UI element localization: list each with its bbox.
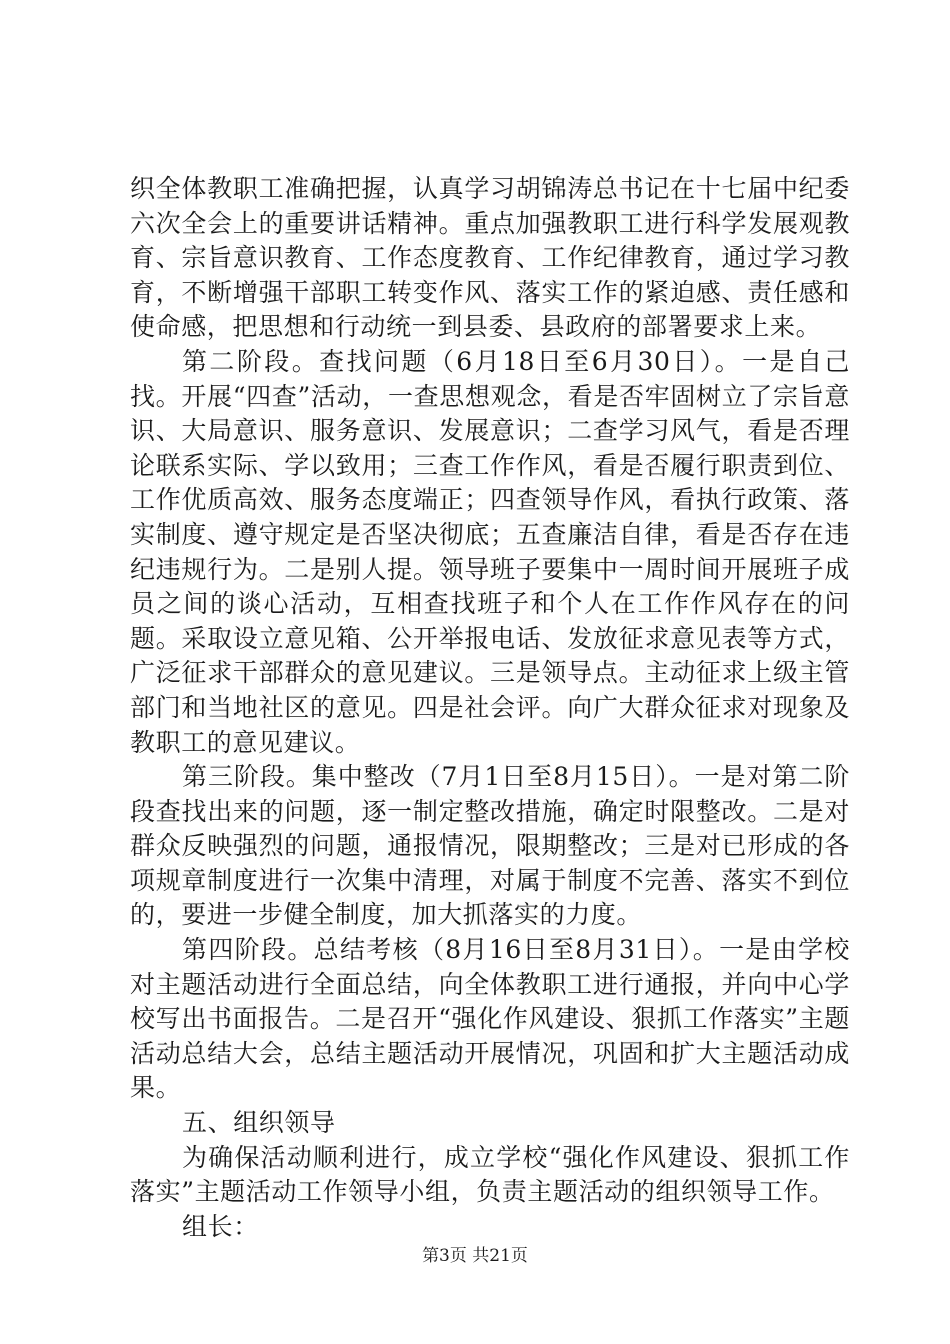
paragraph-3: 第三阶段。集中整改（7月1日至8月15日）。一是对第二阶段查找出来的问题，逐一制定整改措施，确定时限整改。二是对群众反映强烈的问题，通报情况，限期整改；三是对已形成的各项规章制度进行一次集中清理，对属于制度不完善、落实不到位的，要进一步健全制度，加大抓落实的力度。	[130, 762, 850, 930]
paragraph-4: 第四阶段。总结考核（8月16日至8月31日）。一是由学校对主题活动进行全面总结，向全体教职工进行通报，并向中心学校写出书面报告。二是召开“强化作风建设、狠抓工作落实”主题活动总结大会，总结主题活动开展情况，巩固和扩大主题活动成果。	[130, 935, 850, 1103]
paragraph-2: 第二阶段。查找问题（6月18日至6月30日）。一是自己找。开展“四查”活动，一查思想观念，看是否牢固树立了宗旨意识、大局意识、服务意识、发展意识；二查学习风气，看是否理论联系实际、学以致用；三查工作作风，看是否履行职责到位、工作优质高效、服务态度端正；四查领导作风，看执行政策、落实制度、遵守规定是否坚决彻底；五查廉洁自律，看是否存在违纪违规行为。二是别人提。领导班子要集中一周时间开展班子成员之间的谈心活动，互相查找班子和个人在工作作风存在的问题。采取设立意见箱、公开举报电话、发放征求意见表等方式，广泛征求干部群众的意见建议。三是领导点。主动征求上级主管部门和当地社区的意见。四是社会评。向广大群众征求对现象及教职工的意见建议。	[130, 346, 850, 757]
page-number-footer: 第3页 共21页	[422, 1246, 528, 1266]
paragraph-6: 组长：	[182, 1211, 259, 1241]
section-heading: 五、组织领导	[182, 1108, 336, 1138]
paragraph-1: 织全体教职工准确把握，认真学习胡锦涛总书记在十七届中纪委六次全会上的重要讲话精神。重点加强教职工进行科学发展观教育、宗旨意识教育、工作态度教育、工作纪律教育，通过学习教育，不断增强干部职工转变作风、落实工作的紧迫感、责任感和使命感，把思想和行动统一到县委、县政府的部署要求上来。	[130, 174, 850, 342]
document-body	[130, 172, 850, 1244]
paragraph-5: 为确保活动顺利进行，成立学校“强化作风建设、狠抓工作落实”主题活动工作领导小组，负责主题活动的组织领导工作。	[130, 1142, 850, 1207]
